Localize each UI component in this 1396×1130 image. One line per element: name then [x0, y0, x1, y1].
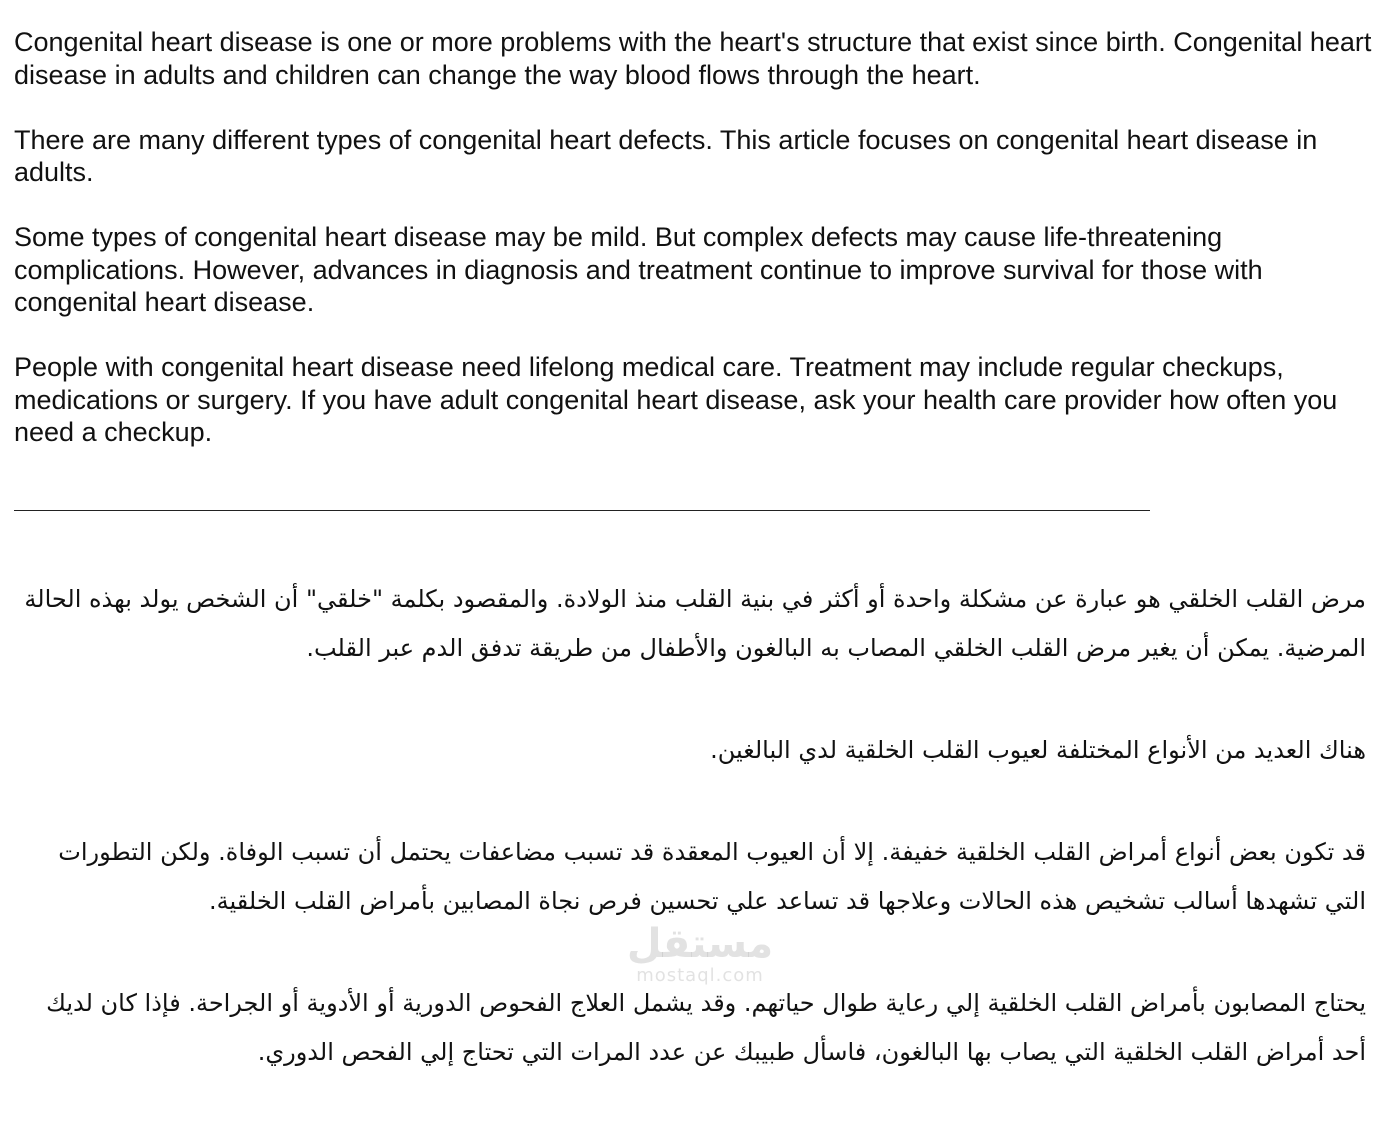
english-paragraph-3: Some types of congenital heart disease may be mild. But complex defects may cause life-threatening complications. However, advances in diagnosis and treatment continue to improve survival for those with congenital heart disease.	[14, 222, 1263, 317]
section-divider	[14, 510, 1150, 511]
english-paragraph-1: Congenital heart disease is one or more problems with the heart's structure that exist since birth. Congenital heart disease in adults and children can change the way blood flows through the heart.	[14, 27, 1372, 90]
arabic-paragraph-1: مرض القلب الخلقي هو عبارة عن مشكلة واحدة أو أكثر في بنية القلب منذ الولادة. والمقصود بكلمة "خلقي" أن الشخص يولد بهذه الحالة المرضية. يمكن أن يغير مرض القلب الخلقي المصاب به البالغون والأطفال من طريقة تدفق الدم عبر القلب.	[24, 585, 1366, 662]
watermark-url: mostaql.com	[636, 965, 764, 986]
arabic-paragraph-3: قد تكون بعض أنواع أمراض القلب الخلقية خفيفة. إلا أن العيوب المعقدة قد تسبب مضاعفات يحتمل أن تسبب الوفاة. ولكن التطورات التي تشهدها أسالب تشخيص هذه الحالات وعلاجها قد تساعد علي تحسين فرص نجاة المصابين بأمراض القلب الخلقية.	[58, 838, 1366, 915]
arabic-text-block	[14, 575, 1366, 1130]
english-text-block	[14, 26, 1379, 481]
english-paragraph-2: There are many different types of congenital heart defects. This article focuses on congenital heart disease in adults.	[14, 124, 1318, 187]
english-paragraph-4: People with congenital heart disease need lifelong medical care. Treatment may include regular checkups, medications or surgery. If you have adult congenital heart disease, ask your health care provider how often you need a checkup.	[14, 352, 1338, 447]
arabic-paragraph-4: يحتاج المصابون بأمراض القلب الخلقية إلي رعاية طوال حياتهم. وقد يشمل العلاج الفحوص الدورية أو الأدوية أو الجراحة. فإذا كان لديك أحد أمراض القلب الخلقية التي يصاب بها البالغون، فاسأل طبيبك عن عدد المرات التي تحتاج إلي الفحص الدوري.	[46, 989, 1366, 1066]
arabic-paragraph-2: هناك العديد من الأنواع المختلفة لعيوب القلب الخلقية لدي البالغين.	[710, 736, 1366, 764]
watermark-logo-text: مستقل	[626, 921, 774, 967]
